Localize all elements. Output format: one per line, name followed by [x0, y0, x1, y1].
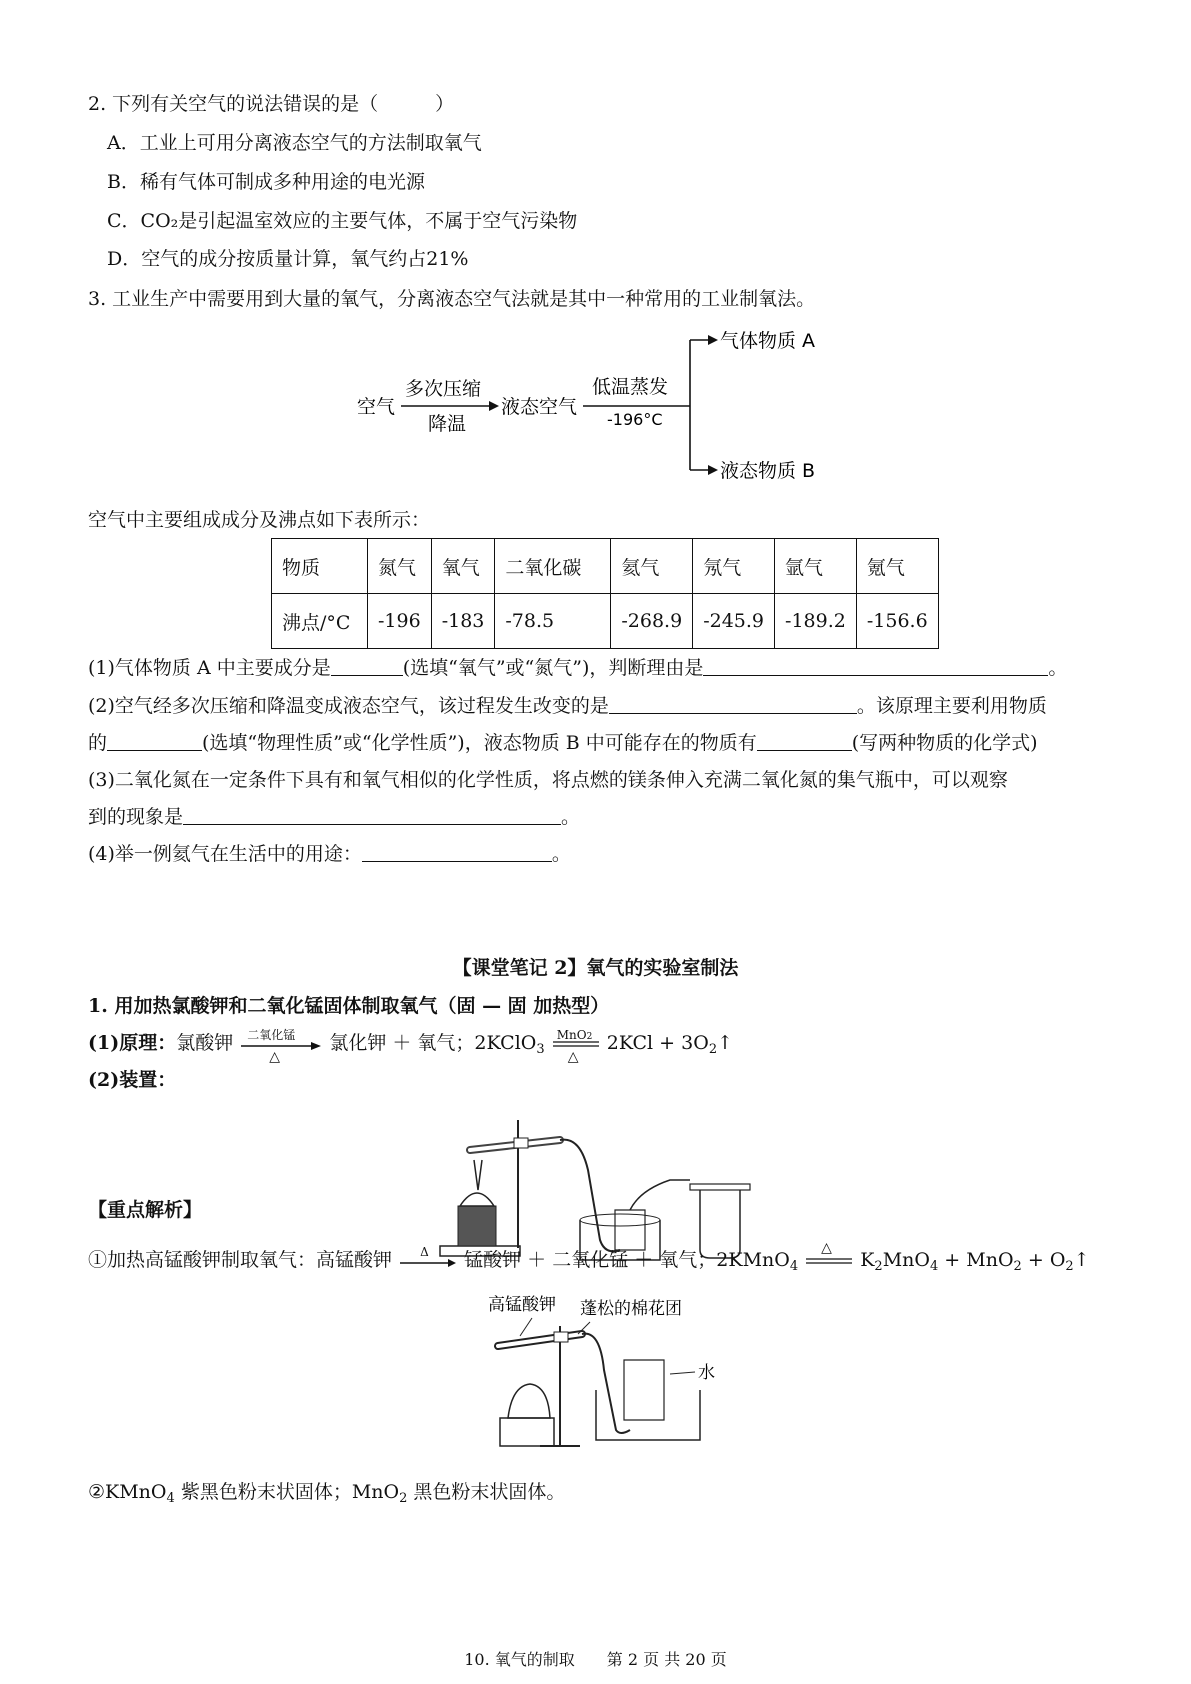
table-value-row	[272, 594, 939, 649]
table-cell: -245.9	[693, 594, 775, 649]
answer-blank[interactable]	[609, 695, 857, 714]
q3-sub2-line2: 的 (选填“物理性质”或“化学性质”)，液态物质 B 中可能存在的物质有 (写两种物质的化学式)	[88, 732, 1038, 754]
point2-line: ②KMnO$_4$ 紫黑色粉末状固体；MnO$_2$ 黑色粉末状固体。	[88, 1481, 566, 1506]
table-cell: 氪气	[856, 539, 938, 594]
table-header-row	[272, 539, 939, 594]
reaction-equals-2: △	[821, 1240, 832, 1256]
label-kmno4: 高锰酸钾	[488, 1295, 556, 1315]
method1-heading: 1. 用加热氯酸钾和二氧化锰固体制取氧气（固 — 固 加热型）	[88, 995, 610, 1017]
table-cell: 氦气	[611, 539, 693, 594]
table-cell: 沸点/°C	[272, 594, 368, 649]
point1-line: ①加热高锰酸钾制取氧气：高锰酸钾 Δ 锰酸钾 ＋ 二氧化锰 ＋ 氧气；2KMnO$_4$ △ $K_2MnO_4 + MnO_2$ + $O_2↑$	[88, 1240, 1090, 1274]
table-cell: 氩气	[775, 539, 857, 594]
flow-air-label: 空气	[357, 396, 396, 418]
kclo3-apparatus-illustration	[430, 1110, 790, 1270]
answer-blank[interactable]	[183, 806, 561, 825]
reaction-equals-1: MnO2 △	[556, 1028, 593, 1065]
reaction-arrow-1: 二氧化锰 △	[239, 1031, 323, 1055]
table-cell: -268.9	[611, 594, 693, 649]
flow-step1-bottom: 降温	[428, 413, 467, 435]
notes-title: 【课堂笔记 2】氧气的实验室制法	[452, 957, 739, 979]
table-cell: -156.6	[856, 594, 938, 649]
separation-flow-diagram	[355, 320, 835, 480]
device-label: (2)装置：	[88, 1069, 177, 1091]
table-cell: 二氧化碳	[495, 539, 611, 594]
table-cell: 氖气	[693, 539, 775, 594]
principle-line: (1)原理：氯酸钾 二氧化锰 △ 氯化钾 ＋ 氧气；2KClO$_3$ MnO2 △ $2KCl + 3O_2↑$	[88, 1028, 734, 1065]
page-footer: 10. 氧气的制取 第 2 页 共 20 页	[464, 1650, 727, 1669]
flow-step2-top: 低温蒸发	[592, 376, 669, 398]
table-cell: 氧气	[431, 539, 495, 594]
answer-blank[interactable]	[703, 657, 1048, 676]
answer-blank[interactable]	[107, 732, 202, 751]
q3-sub1: (1)气体物质 A 中主要成分是 (选填“氧气”或“氮气”)，判断理由是 。	[88, 657, 1068, 679]
reaction-arrow-2: Δ	[398, 1248, 458, 1272]
table-intro: 空气中主要组成成分及沸点如下表所示：	[88, 509, 431, 531]
table-cell: -196	[368, 594, 432, 649]
table-cell: -183	[431, 594, 495, 649]
flow-arrowhead-a	[708, 335, 718, 345]
flow-arrowhead-1	[489, 401, 499, 411]
q2-stem: 2. 下列有关空气的说法错误的是（ ）	[88, 93, 455, 115]
flow-arrowhead-b	[708, 465, 718, 475]
key-analysis-title: 【重点解析】	[88, 1199, 203, 1221]
flow-output-b: 液态物质 B	[720, 460, 816, 480]
q2-option-c: C．CO₂是引起温室效应的主要气体，不属于空气污染物	[107, 210, 578, 232]
boiling-point-table	[271, 538, 939, 649]
q2-option-b: B．稀有气体可制成多种用途的电光源	[107, 171, 425, 193]
table-cell: 氮气	[368, 539, 432, 594]
answer-blank[interactable]	[331, 657, 403, 676]
q3-stem: 3. 工业生产中需要用到大量的氧气，分离液态空气法就是其中一种常用的工业制氧法。	[88, 288, 816, 310]
table-cell: 物质	[272, 539, 368, 594]
table-cell: -78.5	[495, 594, 611, 649]
table-cell: -189.2	[775, 594, 857, 649]
answer-blank[interactable]	[757, 732, 852, 751]
flow-liquid-air-label: 液态空气	[501, 396, 578, 418]
q3-sub4: (4)举一例氦气在生活中的用途： 。	[88, 843, 571, 865]
flow-step1-top: 多次压缩	[405, 378, 482, 400]
q3-sub3-line2: 到的现象是 。	[88, 806, 581, 828]
q2-option-a: A．工业上可用分离液态空气的方法制取氧气	[107, 132, 482, 154]
label-water: 水	[698, 1363, 715, 1383]
q3-sub2-line1: (2)空气经多次压缩和降温变成液态空气，该过程发生改变的是 。该原理主要利用物质	[88, 695, 1047, 717]
kmno4-apparatus-illustration	[470, 1290, 730, 1450]
flow-output-a: 气体物质 A	[720, 330, 816, 352]
label-cotton: 蓬松的棉花团	[580, 1299, 682, 1319]
answer-blank[interactable]	[362, 843, 552, 862]
flow-step2-bottom: -196°C	[607, 410, 663, 429]
q2-option-d: D．空气的成分按质量计算，氧气约占21%	[107, 248, 469, 270]
q3-sub3-line1: (3)二氧化氮在一定条件下具有和氧气相似的化学性质，将点燃的镁条伸入充满二氧化氮的集气瓶中，可以观察	[88, 769, 1008, 791]
